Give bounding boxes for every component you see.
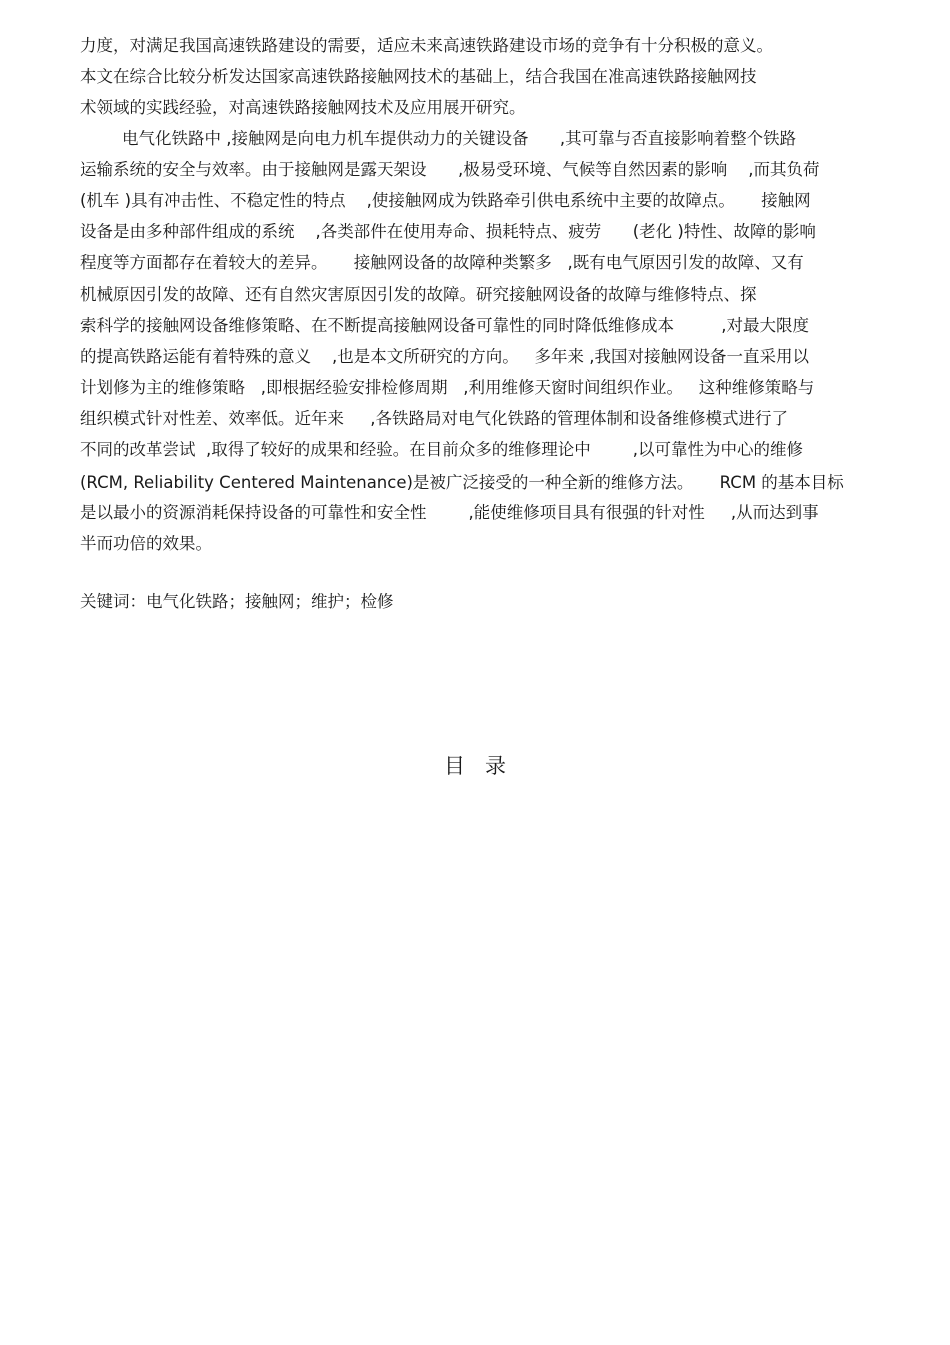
- toc-title: 目 录: [443, 754, 507, 778]
- abstract-line-4: 电气化铁路中 ,接触网是向电力机车提供动力的关键设备 ,其可靠与否直接影响着整个铁路: [80, 129, 797, 148]
- abstract-line-3: 术领域的实践经验，对高速铁路接触网技术及应用展开研究。: [80, 98, 526, 117]
- abstract-line-1: 力度，对满足我国高速铁路建设的需要，适应未来高速铁路建设市场的竞争有十分积极的意义。: [80, 36, 773, 55]
- abstract-line-16: 是以最小的资源消耗保持设备的可靠性和安全性 ,能使维修项目具有很强的针对性 ,从而达到事: [80, 503, 819, 522]
- abstract-line-10: 索科学的接触网设备维修策略、在不断提高接触网设备可靠性的同时降低维修成本 ,对最大限度: [80, 316, 809, 335]
- abstract-line-17: 半而功倍的效果。: [80, 534, 212, 553]
- abstract-line-8: 程度等方面都存在着较大的差异。 接触网设备的故障种类繁多 ,既有电气原因引发的故障、又有: [80, 253, 804, 272]
- abstract-line-7: 设备是由多种部件组成的系统 ,各类部件在使用寿命、损耗特点、疲劳 (老化 )特性、故障的影响: [80, 222, 816, 241]
- abstract-line-14: 不同的改革尝试 ,取得了较好的成果和经验。在目前众多的维修理论中 ,以可靠性为中心的维修: [80, 440, 803, 459]
- keywords-line: 关键词：电气化铁路；接触网；维护；检修: [80, 592, 394, 611]
- abstract-line-15: (RCM, Reliability Centered Maintenance)是被广泛接受的一种全新的维修方法。 RCM 的基本目标: [80, 473, 844, 492]
- abstract-line-5: 运输系统的安全与效率。由于接触网是露天架设 ,极易受环境、气候等自然因素的影响 ,而其负荷: [80, 160, 820, 179]
- abstract-line-11: 的提高铁路运能有着特殊的意义 ,也是本文所研究的方向。 多年来 ,我国对接触网设备一直采用以: [80, 347, 809, 366]
- abstract-line-12: 计划修为主的维修策略 ,即根据经验安排检修周期 ,利用维修天窗时间组织作业。 这种维修策略与: [80, 378, 815, 397]
- abstract-line-9: 机械原因引发的故障、还有自然灾害原因引发的故障。研究接触网设备的故障与维修特点、探: [80, 285, 757, 304]
- abstract-line-6: (机车 )具有冲击性、不稳定性的特点 ,使接触网成为铁路牵引供电系统中主要的故障点。 接触网: [80, 191, 811, 210]
- abstract-line-2: 本文在综合比较分析发达国家高速铁路接触网技术的基础上，结合我国在准高速铁路接触网技: [80, 67, 757, 86]
- abstract-line-13: 组织模式针对性差、效率低。近年来 ,各铁路局对电气化铁路的管理体制和设备维修模式进行了: [80, 409, 788, 428]
